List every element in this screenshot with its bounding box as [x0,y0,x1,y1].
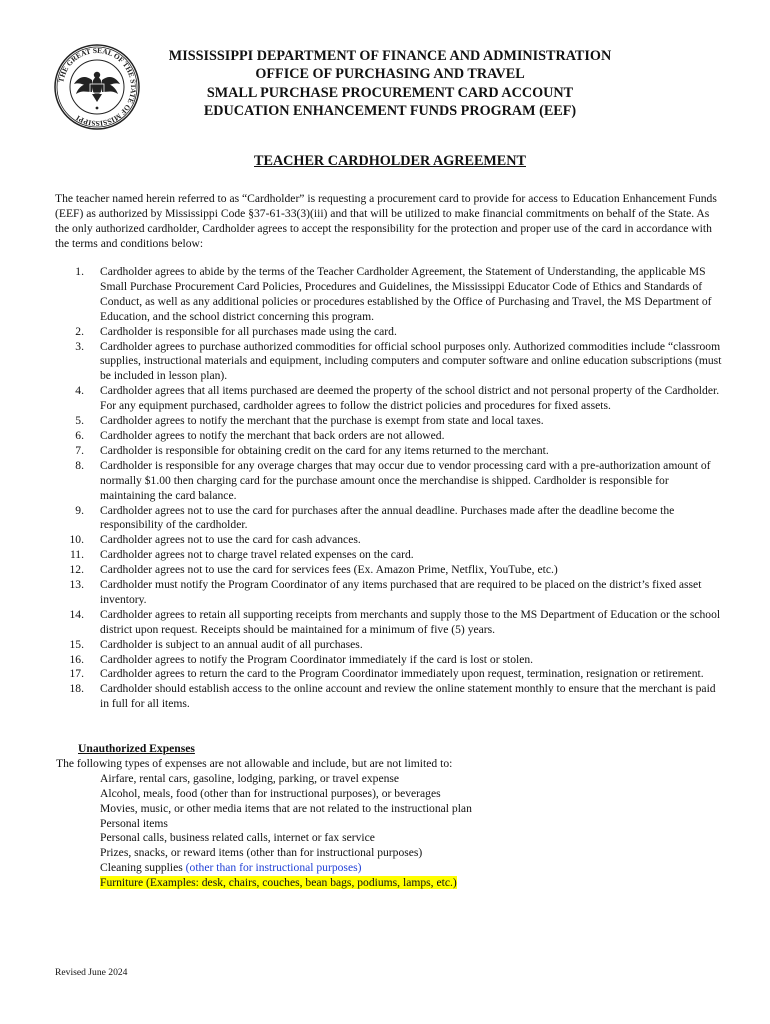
list-item [55,325,725,340]
cleaning-supplies-note: (other than for instructional purposes) [185,861,362,875]
list-item-number: 1. [75,265,84,278]
list-item-text: Cardholder agrees not to use the card for services fees (Ex. Amazon Prime, Netflix, YouTube, etc.) [100,563,558,577]
section-heading: Unauthorized Expenses [78,742,195,755]
list-item-text: Cardholder must notify the Program Coordinator of any items purchased that are required to be placed on the district’s fixed asset inventory. [100,578,702,606]
intro-paragraph: The teacher named herein referred to as “Cardholder” is requesting a procurement card to provide for access to Education Enhancement Funds (EEF) as authorized by Mississippi Code §37-61-33(3)(iii) and that will be utilized to make financial commitments on behalf of the State. As the only authorized cardholder, Cardholder agrees to accept the responsibility for the protection and proper use of the card in accordance with the terms and conditions below: [55,192,717,250]
list-item [55,563,725,578]
revision-footer: Revised June 2024 [55,967,128,978]
list-item-number: 9. [75,503,84,517]
list-item-text: Cardholder agrees not to use the card for cash advances. [100,533,361,547]
terms-list [55,265,725,712]
furniture-highlighted-item: Furniture (Examples: desk, chairs, couches, bean bags, podiums, lamps, etc.) [100,876,457,890]
list-item-number: 2. [75,324,84,338]
list-item-number: 11. [69,548,84,562]
header-line-program: EDUCATION ENHANCEMENT FUNDS PROGRAM (EEF) [203,103,577,120]
list-item-number: 6. [75,428,84,442]
list-item-text: Cardholder is responsible for obtaining credit on the card for any items returned to the merchant. [100,443,549,457]
list-item-text: Cardholder agrees to retain all supporting receipts from merchants and supply those to the MS Department of Education or the school district upon request. Receipts should be maintained for a minimum of five (5) years. [100,607,721,636]
list-item-text: Cardholder is responsible for all purchases made using the card. [100,324,397,338]
list-item-text: Cardholder agrees not to use the card for purchases after the annual deadline. Purchases made after the deadline become the responsibility of the cardholder. [100,503,675,532]
list-item [55,459,725,504]
expense-list [78,772,718,891]
list-item-number: 16. [69,652,84,666]
list-item-number: 4. [75,384,84,398]
list-item-text: Cardholder should establish access to the online account and review the online statement monthly to ensure that the merchant is paid in full for all items. [100,682,716,711]
list-item [55,548,725,563]
list-item-number: 10. [69,533,84,547]
list-item-number: 18. [69,682,84,696]
header-line-agency: MISSISSIPPI DEPARTMENT OF FINANCE AND ADMINISTRATION [168,48,612,64]
section-intro: The following types of expenses are not allowable and include, but are not limited to: [56,756,453,770]
list-item [100,876,718,891]
list-item [55,265,725,325]
list-item [55,414,725,429]
list-item [55,384,725,414]
list-item-text: Cardholder agrees to notify the merchant that the purchase is exempt from state and local taxes. [100,414,544,428]
list-item-text: Cardholder is responsible for any overage charges that may occur due to vendor processing card with a pre-authorization amount of normally $1.00 then charging card for the purchase amount once the merchandise is shipped. Cardholder is responsible for maintaining the card balance. [100,458,711,502]
list-item [55,638,725,653]
list-item-text: Cardholder agrees to notify the Program Coordinator immediately if the card is lost or stolen. [100,652,534,666]
list-item [55,667,725,682]
list-item [55,444,725,459]
cleaning-supplies-label: Cleaning supplies [100,861,186,875]
list-item-number: 13. [69,578,84,592]
state-seal-icon [54,44,140,130]
header-line-account: SMALL PURCHASE PROCUREMENT CARD ACCOUNT [206,84,574,101]
list-item [55,504,725,534]
list-item [55,533,725,548]
list-item-number: 5. [75,414,84,428]
list-item-text: Cardholder agrees to notify the merchant that back orders are not allowed. [100,428,445,442]
list-item [55,340,725,385]
list-item-number: 14. [69,607,84,621]
unauthorized-expenses-section [56,742,718,891]
list-item: Movies, music, or other media items that are not related to the instructional plan [100,801,472,815]
list-item [55,578,725,608]
header-line-office: OFFICE OF PURCHASING AND TRAVEL [255,66,525,83]
list-item-text: Cardholder is subject to an annual audit of all purchases. [100,637,363,651]
list-item-text: Cardholder agrees to return the card to the Program Coordinator immediately upon request, termination, resignation or retirement. [100,667,704,681]
list-item-text: Cardholder agrees to abide by the terms of the Teacher Cardholder Agreement, the Statement of Understanding, the applicable MS Small Purchase Procurement Card Policies, Procedures and Guidelines, the Mississippi Educator Code of Ethics and Standards of Conduct, as well as any additional policies or procedures established by the Office of Purchasing and Travel, the MS Department of Education, and the school district concerning this program. [100,265,712,323]
list-item [100,861,718,876]
list-item-number: 12. [69,563,84,577]
list-item [55,653,725,668]
list-item: Prizes, snacks, or reward items (other than for instructional purposes) [100,846,423,860]
list-item: Personal items [100,816,168,830]
document-title: TEACHER CARDHOLDER AGREEMENT [254,153,526,169]
list-item-text: Cardholder agrees to purchase authorized commodities for official school purposes only. Authorized commodities include “classroom supplies, instructional materials and equipment, including computers and computer software and online education subscriptions (must be included in lesson plan). [100,339,722,383]
list-item: Alcohol, meals, food (other than for instructional purposes), or beverages [100,786,441,800]
list-item-number: 8. [75,458,84,472]
list-item-number: 15. [69,637,84,651]
document-header [150,47,630,121]
list-item: Airfare, rental cars, gasoline, lodging, parking, or travel expense [100,771,400,785]
list-item: Personal calls, business related calls, internet or fax service [100,831,375,845]
list-item [55,682,725,712]
list-item-number: 17. [69,667,84,681]
list-item-text: Cardholder agrees that all items purchased are deemed the property of the school district and not personal property of the Cardholder. For any equipment purchased, cardholder agrees to follow the district policies and procedures for fixed assets. [100,384,720,413]
list-item-text: Cardholder agrees not to charge travel related expenses on the card. [100,548,414,562]
list-item [55,429,725,444]
list-item-number: 3. [75,339,84,353]
seal-text: THE GREAT SEAL OF THE STATE OF MISSISSIPPI [56,45,139,129]
list-item [55,608,725,638]
list-item-number: 7. [75,443,84,457]
